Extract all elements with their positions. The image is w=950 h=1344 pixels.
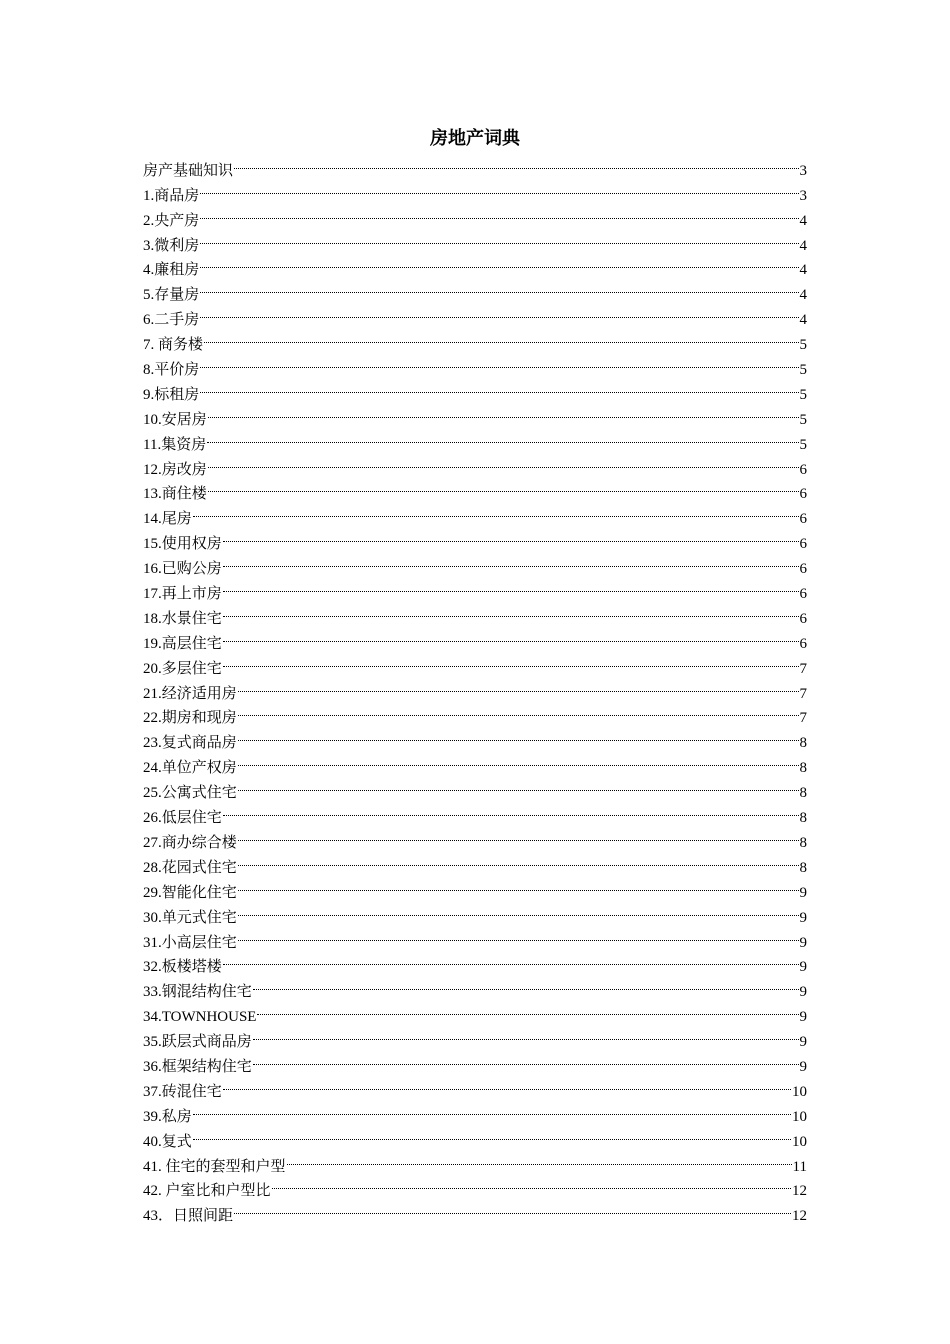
toc-entry-page-number: 9	[799, 884, 807, 901]
toc-entry-page-number: 4	[799, 312, 807, 329]
toc-entry-page-number: 10	[792, 1133, 807, 1150]
toc-dot-leader	[238, 822, 799, 847]
toc-entry-label: 14.尾房	[143, 511, 192, 528]
toc-entry[interactable]	[143, 947, 807, 976]
toc-entry[interactable]	[143, 648, 807, 677]
toc-entry-label: 21.经济适用房	[143, 685, 237, 702]
toc-entry-label: 35.跃层式商品房	[143, 1034, 252, 1051]
toc-entry-label: 5.存量房	[143, 287, 200, 304]
toc-entry-label: 32.板楼塔楼	[143, 959, 222, 976]
toc-dot-leader	[223, 797, 799, 822]
toc-entry-label: 24.单位产权房	[143, 760, 237, 777]
toc-entry-page-number: 4	[799, 287, 807, 304]
toc-entry-label: 1.商品房	[143, 187, 200, 204]
toc-entry-page-number: 7	[799, 710, 807, 727]
toc-entry[interactable]	[143, 349, 807, 379]
toc-dot-leader	[238, 772, 799, 797]
toc-dot-leader	[204, 324, 798, 349]
toc-dot-leader	[193, 498, 799, 523]
toc-dot-leader	[223, 548, 799, 573]
toc-entry-page-number: 10	[792, 1083, 807, 1100]
toc-entry-label: 18.水景住宅	[143, 610, 222, 627]
toc-entry-label: 6.二手房	[143, 312, 200, 329]
toc-entry[interactable]	[143, 772, 807, 802]
toc-dot-leader	[223, 523, 799, 548]
toc-entry[interactable]	[143, 598, 807, 627]
toc-entry-label: 8.平价房	[143, 362, 200, 379]
toc-entry-page-number: 4	[799, 237, 807, 254]
toc-entry[interactable]	[143, 623, 807, 652]
toc-dot-leader	[287, 1146, 792, 1171]
toc-dot-leader	[207, 424, 798, 449]
toc-entry-page-number: 6	[799, 461, 807, 478]
document-title: 房地产词典	[430, 128, 520, 148]
toc-entry-label: 15.使用权房	[143, 536, 222, 553]
toc-entry-page-number: 7	[799, 685, 807, 702]
toc-entry-page-number: 9	[799, 984, 807, 1001]
toc-dot-leader	[223, 573, 799, 598]
toc-entry[interactable]	[143, 722, 807, 752]
toc-entry-label: 36.框架结构住宅	[143, 1058, 252, 1075]
toc-dot-leader	[238, 922, 799, 947]
toc-entry-page-number: 4	[799, 212, 807, 229]
toc-dot-leader	[234, 1195, 791, 1220]
toc-entry-page-number: 3	[799, 162, 807, 179]
toc-entry-page-number: 12	[792, 1183, 807, 1200]
toc-entry-label: 40.复式	[143, 1133, 192, 1150]
toc-entry[interactable]	[143, 822, 807, 851]
toc-entry-page-number: 8	[799, 834, 807, 851]
toc-dot-leader	[272, 1171, 791, 1196]
toc-entry-label: 31.小高层住宅	[143, 934, 237, 951]
toc-entry[interactable]	[143, 523, 807, 553]
toc-entry[interactable]	[143, 324, 807, 354]
toc-entry[interactable]	[143, 847, 807, 876]
toc-entry-page-number: 8	[799, 760, 807, 777]
toc-dot-leader	[253, 971, 799, 996]
toc-entry-label: 27.商办综合楼	[143, 834, 237, 851]
toc-entry-label: 26.低层住宅	[143, 810, 222, 827]
toc-entry-page-number: 8	[799, 735, 807, 752]
toc-dot-leader	[223, 623, 799, 648]
toc-entry[interactable]	[143, 573, 807, 603]
toc-entry-label: 房产基础知识	[143, 162, 234, 179]
toc-dot-leader	[200, 374, 798, 399]
toc-entry-label: 4.廉租房	[143, 262, 200, 279]
toc-dot-leader	[238, 673, 799, 698]
toc-entry-label: 20.多层住宅	[143, 660, 222, 677]
toc-dot-leader	[200, 274, 798, 299]
toc-dot-leader	[223, 947, 799, 972]
toc-dot-leader	[200, 175, 798, 200]
toc-entry-page-number: 9	[799, 959, 807, 976]
toc-dot-leader	[238, 698, 799, 723]
toc-entry-label: 13.商住楼	[143, 486, 207, 503]
toc-entry-page-number: 5	[799, 411, 807, 428]
toc-dot-leader	[238, 722, 799, 747]
toc-dot-leader	[200, 299, 798, 324]
toc-entry[interactable]	[143, 872, 807, 901]
toc-entry-page-number: 9	[799, 1058, 807, 1075]
toc-entry[interactable]	[143, 971, 807, 1001]
toc-entry-label: 33.钢混结构住宅	[143, 984, 252, 1001]
toc-entry-page-number: 6	[799, 511, 807, 528]
toc-entry-label: 2.央产房	[143, 212, 200, 229]
toc-entry-label: 19.高层住宅	[143, 635, 222, 652]
toc-entry-label: 39.私房	[143, 1108, 192, 1125]
toc-entry[interactable]	[143, 1071, 807, 1100]
toc-entry-label: 30.单元式住宅	[143, 909, 237, 926]
toc-entry[interactable]	[143, 250, 807, 279]
toc-entry-label: 28.花园式住宅	[143, 859, 237, 876]
toc-entry-label: 25.公寓式住宅	[143, 785, 237, 802]
toc-entry-page-number: 8	[799, 859, 807, 876]
toc-entry-page-number: 7	[799, 660, 807, 677]
toc-entry[interactable]	[143, 698, 807, 727]
toc-entry-label: 10.安居房	[143, 411, 207, 428]
toc-dot-leader	[223, 648, 799, 673]
toc-dot-leader	[234, 150, 798, 175]
toc-entry-label: 11.集资房	[143, 436, 207, 453]
toc-entry-label: 22.期房和现房	[143, 710, 237, 727]
toc-entry-label: 41. 住宅的套型和户型	[143, 1158, 286, 1175]
toc-dot-leader	[200, 250, 798, 275]
toc-entry-page-number: 5	[799, 337, 807, 354]
toc-entry[interactable]	[143, 1096, 807, 1125]
toc-entry[interactable]	[143, 673, 807, 702]
toc-dot-leader	[253, 1021, 799, 1046]
toc-entry-page-number: 9	[799, 909, 807, 926]
toc-entry-label: 7. 商务楼	[143, 337, 204, 354]
toc-entry-page-number: 6	[799, 586, 807, 603]
toc-entry-label: 29.智能化住宅	[143, 884, 237, 901]
toc-entry[interactable]	[143, 922, 807, 951]
toc-entry[interactable]	[143, 449, 807, 478]
toc-dot-leader	[200, 200, 798, 225]
toc-entry-label: 23.复式商品房	[143, 735, 237, 752]
toc-entry[interactable]	[143, 150, 807, 179]
toc-entry-page-number: 8	[799, 810, 807, 827]
toc-entry[interactable]	[143, 399, 807, 428]
toc-dot-leader	[200, 349, 798, 374]
toc-entry-label: 42. 户室比和户型比	[143, 1183, 271, 1200]
toc-entry[interactable]	[143, 175, 807, 204]
toc-entry-label: 34.TOWNHOUSE	[143, 1009, 257, 1026]
toc-entry-page-number: 9	[799, 934, 807, 951]
toc-entry[interactable]	[143, 1146, 807, 1175]
toc-entry[interactable]	[143, 474, 807, 503]
toc-entry[interactable]	[143, 498, 807, 528]
toc-entry[interactable]	[143, 548, 807, 578]
toc-dot-leader	[253, 1046, 799, 1071]
toc-entry-page-number: 6	[799, 486, 807, 503]
toc-entry-label: 43．日照间距	[143, 1208, 234, 1225]
toc-entry-label: 37.砖混住宅	[143, 1083, 222, 1100]
toc-entry-page-number: 11	[792, 1158, 807, 1175]
toc-dot-leader	[238, 897, 799, 922]
toc-entry-label: 3.微利房	[143, 237, 200, 254]
toc-entry[interactable]	[143, 897, 807, 926]
toc-entry-page-number: 9	[799, 1009, 807, 1026]
toc-entry[interactable]	[143, 747, 807, 777]
toc-entry[interactable]	[143, 299, 807, 329]
toc-entry-label: 17.再上市房	[143, 586, 222, 603]
toc-dot-leader	[193, 1096, 791, 1121]
toc-entry[interactable]	[143, 797, 807, 827]
table-of-contents	[143, 150, 807, 1225]
toc-entry[interactable]	[143, 274, 807, 304]
toc-dot-leader	[223, 1071, 791, 1096]
toc-dot-leader	[208, 449, 799, 474]
toc-entry-page-number: 6	[799, 536, 807, 553]
toc-entry-page-number: 6	[799, 610, 807, 627]
toc-entry-page-number: 12	[792, 1208, 807, 1225]
toc-entry-page-number: 6	[799, 635, 807, 652]
toc-entry-page-number: 5	[799, 436, 807, 453]
toc-entry-page-number: 8	[799, 785, 807, 802]
toc-dot-leader	[200, 225, 798, 250]
toc-entry-label: 9.标租房	[143, 386, 200, 403]
toc-entry[interactable]	[143, 424, 807, 453]
toc-dot-leader	[238, 847, 799, 872]
toc-entry[interactable]	[143, 1195, 807, 1225]
toc-dot-leader	[208, 474, 799, 499]
toc-entry[interactable]	[143, 1121, 807, 1150]
toc-entry-page-number: 5	[799, 362, 807, 379]
toc-dot-leader	[238, 872, 799, 897]
toc-entry-page-number: 5	[799, 386, 807, 403]
toc-dot-leader	[223, 598, 799, 623]
toc-entry-label: 16.已购公房	[143, 561, 222, 578]
toc-entry-page-number: 10	[792, 1108, 807, 1125]
toc-dot-leader	[208, 399, 799, 424]
toc-dot-leader	[238, 747, 799, 772]
toc-entry-page-number: 9	[799, 1034, 807, 1051]
toc-entry-page-number: 4	[799, 262, 807, 279]
toc-entry[interactable]	[143, 200, 807, 229]
toc-entry[interactable]	[143, 225, 807, 254]
toc-dot-leader	[193, 1121, 791, 1146]
toc-entry[interactable]	[143, 374, 807, 403]
toc-entry-label: 12.房改房	[143, 461, 207, 478]
toc-entry-page-number: 3	[799, 187, 807, 204]
toc-dot-leader	[257, 996, 798, 1021]
toc-entry-page-number: 6	[799, 561, 807, 578]
